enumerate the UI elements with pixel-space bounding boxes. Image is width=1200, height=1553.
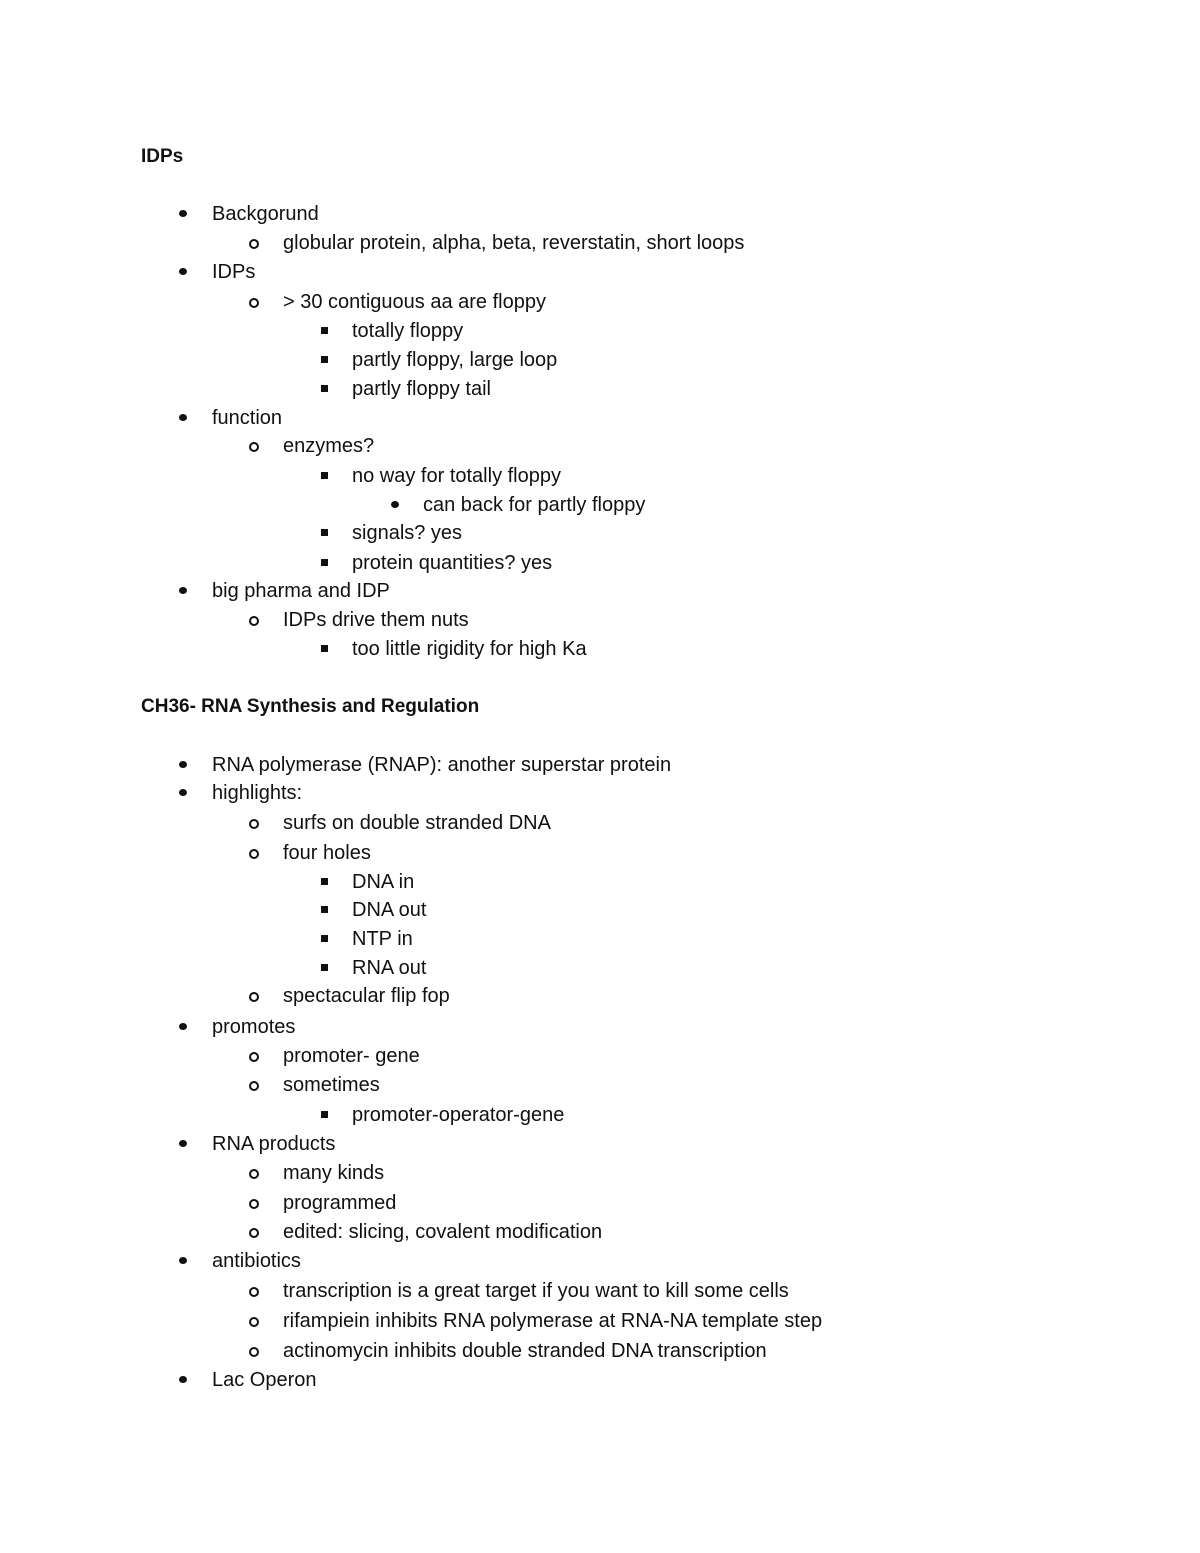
circle-bullet-icon [246, 1338, 266, 1364]
bullet-icon [176, 1367, 196, 1393]
square-bullet-icon [318, 520, 338, 546]
square-bullet-icon [318, 897, 338, 923]
bullet-icon [176, 405, 196, 431]
square-bullet-icon [318, 347, 338, 373]
circle-bullet-icon [246, 289, 266, 315]
circle-bullet-icon [246, 1278, 266, 1304]
bullet-icon [176, 780, 196, 806]
circle-bullet-icon [246, 1072, 266, 1098]
circle-bullet-icon [246, 607, 266, 633]
bullet-icon [176, 1014, 196, 1040]
bullet-icon [176, 259, 196, 285]
circle-bullet-icon [246, 1160, 266, 1186]
circle-bullet-icon [246, 983, 266, 1009]
circle-bullet-icon [246, 1190, 266, 1216]
circle-bullet-icon [246, 1043, 266, 1069]
circle-bullet-icon [246, 810, 266, 836]
section-heading-ch36: CH36- RNA Synthesis and Regulation [141, 696, 480, 717]
square-bullet-icon [318, 1102, 338, 1128]
bullet-icon [388, 492, 408, 518]
bullet-icon [176, 201, 196, 227]
circle-bullet-icon [246, 433, 266, 459]
square-bullet-icon [318, 318, 338, 344]
bullet-icon [176, 752, 196, 778]
circle-bullet-icon [246, 1219, 266, 1245]
circle-bullet-icon [246, 840, 266, 866]
bullet-icon [176, 578, 196, 604]
square-bullet-icon [318, 636, 338, 662]
circle-bullet-icon [246, 230, 266, 256]
square-bullet-icon [318, 869, 338, 895]
section-heading-idps: IDPs [141, 146, 184, 167]
square-bullet-icon [318, 376, 338, 402]
bullet-icon [176, 1248, 196, 1274]
square-bullet-icon [318, 926, 338, 952]
circle-bullet-icon [246, 1308, 266, 1334]
square-bullet-icon [318, 550, 338, 576]
square-bullet-icon [318, 463, 338, 489]
bullet-icon [176, 1131, 196, 1157]
square-bullet-icon [318, 955, 338, 981]
